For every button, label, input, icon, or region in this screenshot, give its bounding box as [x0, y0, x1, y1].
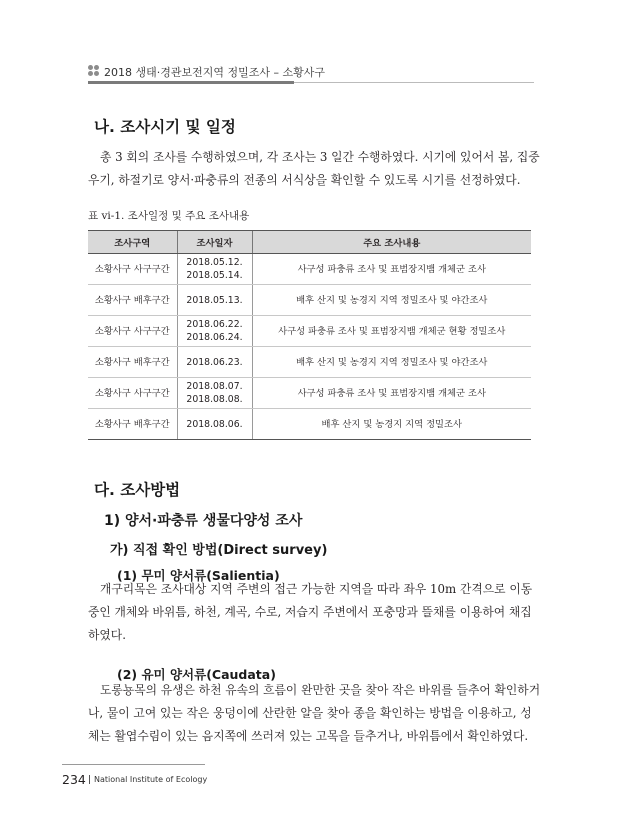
- cell-content: 사구성 파충류 조사 및 표범장지뱀 개체군 현황 정밀조사: [252, 316, 531, 347]
- item-heading-caudata: (2) 유미 양서류(Caudata): [117, 667, 276, 682]
- cell-content: 배후 산지 및 농경지 지역 정밀조사 및 야간조사: [252, 347, 531, 378]
- cell-area: 소황사구 사구구간: [88, 254, 177, 285]
- date-line: 2018.05.14.: [186, 270, 243, 281]
- cell-area: 소황사구 배후구간: [88, 409, 177, 440]
- footer-separator: [89, 775, 90, 784]
- table-header-row: [88, 231, 531, 254]
- date-line: 2018.06.23.: [186, 356, 243, 368]
- column-header-area: 조사구역: [88, 231, 177, 254]
- table-row: [88, 254, 531, 285]
- date-line: 2018.08.08.: [186, 394, 243, 405]
- cell-area: 소황사구 배후구간: [88, 347, 177, 378]
- cell-date: [177, 347, 252, 378]
- footer-institute: National Institute of Ecology: [94, 775, 208, 784]
- cell-content: 사구성 파충류 조사 및 표범장지뱀 개체군 조사: [252, 378, 531, 409]
- header-dots-icon: [88, 65, 100, 77]
- date-line: 2018.06.22.: [186, 319, 243, 330]
- table-row: [88, 347, 531, 378]
- schedule-paragraph: [88, 146, 540, 192]
- column-header-date: 조사일자: [177, 231, 252, 254]
- paragraph-line: 우기, 하절기로 양서·파충류의 전종의 서식상을 확인할 수 있도록 시기를 선정하였다.: [88, 173, 521, 187]
- table-row: [88, 285, 531, 316]
- cell-area: 소황사구 사구구간: [88, 378, 177, 409]
- date-line: 2018.05.12.: [186, 257, 243, 268]
- table-row: [88, 378, 531, 409]
- paragraph-line: 총 3 회의 조사를 수행하였으며, 각 조사는 3 일간 수행하였다. 시기에 있어서 봄, 집중: [100, 150, 540, 164]
- column-header-content: 주요 조사내용: [252, 231, 531, 254]
- paragraph-line: 하였다.: [88, 628, 126, 642]
- date-line: 2018.06.24.: [186, 332, 243, 343]
- cell-date: [177, 254, 252, 285]
- cell-date: [177, 316, 252, 347]
- paragraph-line: 중인 개체와 바위틈, 하천, 계곡, 수로, 저습지 주변에서 포충망과 뜰채를 이용하여 채집: [88, 605, 532, 619]
- table-row: [88, 409, 531, 440]
- footer-rule: [62, 764, 205, 765]
- date-line: 2018.05.13.: [186, 294, 243, 306]
- date-line: 2018.08.07.: [186, 381, 243, 392]
- cell-date: [177, 409, 252, 440]
- salientia-paragraph: [88, 578, 531, 647]
- section-heading-schedule: 나. 조사시기 및 일정: [94, 118, 236, 136]
- running-header: [88, 62, 534, 82]
- paragraph-line: 체는 활엽수림이 있는 음지쪽에 쓰러져 있는 고목을 들추거나, 바위틈에서 확인하였다.: [88, 729, 529, 743]
- caudata-paragraph: [88, 679, 541, 748]
- table-row: [88, 316, 531, 347]
- item-heading-salientia: (1) 무미 양서류(Salientia): [117, 568, 280, 583]
- paragraph-line: 개구리목은 조사대상 지역 주변의 접근 가능한 지역을 따라 좌우 10m 간격으로 이동: [100, 582, 533, 596]
- paragraph-line: 도롱뇽목의 유생은 하천 유속의 흐름이 완만한 곳을 찾아 작은 바위를 들추어 확인하거: [100, 683, 541, 697]
- schedule-table: [88, 230, 531, 440]
- header-rule-accent: [88, 81, 294, 84]
- paragraph-line: 나, 물이 고여 있는 작은 웅덩이에 산란한 알을 찾아 종을 확인하는 방법을 이용하고, 성: [88, 706, 532, 720]
- cell-content: 배후 산지 및 농경지 지역 정밀조사 및 야간조사: [252, 285, 531, 316]
- page-number: 234: [62, 772, 86, 787]
- cell-date: [177, 285, 252, 316]
- cell-area: 소황사구 사구구간: [88, 316, 177, 347]
- cell-area: 소황사구 배후구간: [88, 285, 177, 316]
- subsection-heading-biodiversity: 1) 양서·파충류 생물다양성 조사: [104, 513, 303, 529]
- cell-content: 사구성 파충류 조사 및 표범장지뱀 개체군 조사: [252, 254, 531, 285]
- cell-content: 배후 산지 및 농경지 지역 정밀조사: [252, 409, 531, 440]
- date-line: 2018.08.06.: [186, 418, 243, 430]
- header-title: 2018 생태·경관보전지역 정밀조사 – 소황사구: [104, 66, 325, 79]
- section-heading-methods: 다. 조사방법: [94, 481, 181, 499]
- cell-date: [177, 378, 252, 409]
- subsection-heading-direct-survey: 가) 직접 확인 방법(Direct survey): [110, 543, 328, 558]
- table-caption: 표 vi-1. 조사일정 및 주요 조사내용: [88, 210, 250, 222]
